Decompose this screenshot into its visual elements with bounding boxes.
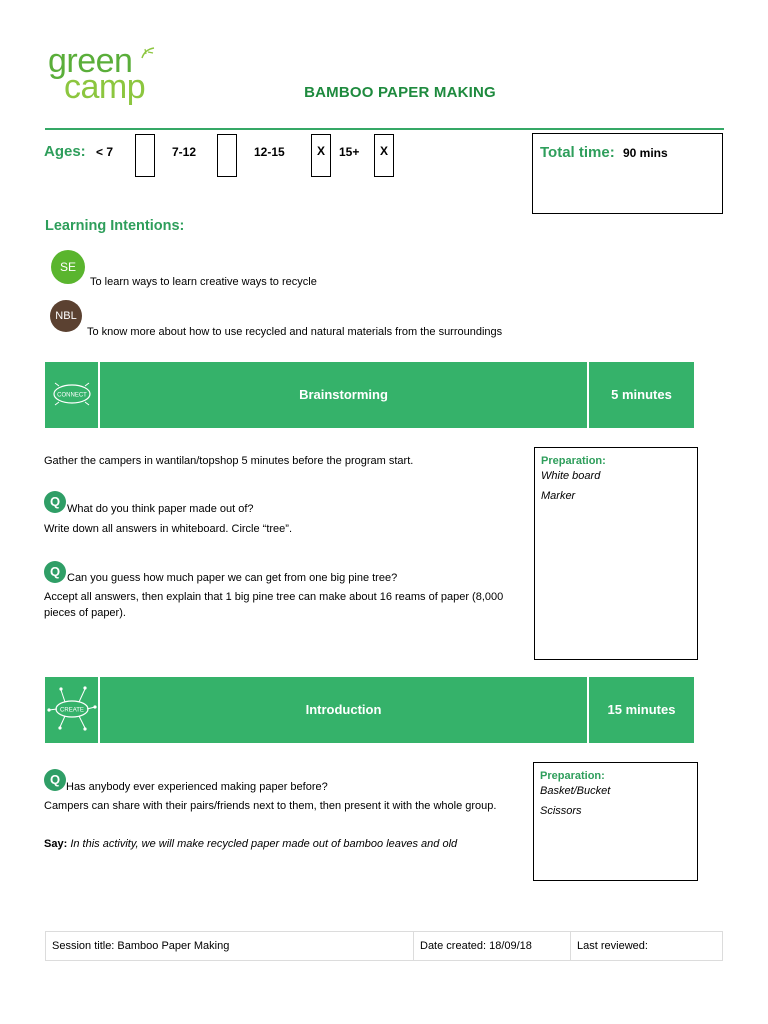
connect-icon	[45, 362, 98, 428]
page-title: BAMBOO PAPER MAKING	[304, 84, 496, 101]
logo-line-1: green	[48, 42, 133, 80]
age-label-12-15: 12-15	[254, 145, 285, 159]
footer-session-title: Session title: Bamboo Paper Making	[46, 932, 414, 960]
section-name-brainstorming: Brainstorming	[299, 387, 388, 402]
footer-last-reviewed: Last reviewed:	[577, 940, 648, 952]
footer-table	[45, 931, 723, 961]
leaf-icon	[140, 46, 156, 60]
question-icon: Q	[44, 769, 66, 791]
create-icon	[45, 677, 98, 743]
question-icon: Q	[44, 561, 66, 583]
preparation-box-introduction	[533, 762, 698, 881]
learning-intention-1: To learn ways to learn creative ways to recycle	[90, 276, 317, 288]
total-time-label: Total time:	[540, 144, 615, 161]
say-label: Say:	[44, 838, 68, 850]
section-header-introduction	[45, 677, 694, 743]
preparation-item: Marker	[541, 490, 576, 502]
section-icon-cell	[45, 677, 100, 743]
learning-intention-2: To know more about how to use recycled and natural materials from the surroundings	[87, 326, 503, 338]
preparation-box-brainstorming	[534, 447, 698, 660]
preparation-heading: Preparation:	[540, 770, 605, 782]
question-2-followup-line-2: pieces of paper).	[44, 607, 126, 619]
svg-text:CREATE: CREATE	[60, 707, 84, 714]
svg-text:CONNECT: CONNECT	[57, 392, 87, 399]
ages-label: Ages:	[44, 143, 86, 160]
green-camp-logo	[48, 44, 168, 106]
preparation-item: Basket/Bucket	[540, 785, 611, 797]
question-2-followup-line-1: Accept all answers, then explain that 1 big pine tree can make about 16 reams of paper (8,000	[44, 591, 504, 603]
question-3: Has anybody ever experienced making paper before?	[66, 781, 328, 793]
footer-date-created: Date created: 18/09/18	[414, 932, 571, 960]
preparation-item: White board	[541, 470, 601, 482]
se-badge: SE	[51, 250, 85, 284]
preparation-heading: Preparation:	[541, 455, 606, 467]
question-1-followup: Write down all answers in whiteboard. Circle “tree”.	[44, 523, 292, 535]
question-1: What do you think paper made out of?	[67, 503, 254, 515]
total-time-value: 90 mins	[623, 146, 668, 160]
brainstorming-intro: Gather the campers in wantilan/topshop 5 minutes before the program start.	[44, 455, 414, 467]
learning-intentions-title: Learning Intentions:	[45, 218, 185, 234]
section-header-brainstorming	[45, 362, 694, 428]
section-name-introduction: Introduction	[305, 702, 382, 717]
age-checkbox-under-7[interactable]	[135, 134, 155, 177]
question-icon: Q	[44, 491, 66, 513]
age-label-7-12: 7-12	[172, 145, 197, 159]
age-label-15-plus: 15+	[339, 145, 360, 159]
section-time-introduction: 15 minutes	[587, 677, 694, 743]
say-line	[44, 836, 457, 852]
title-divider	[45, 128, 724, 130]
preparation-item: Scissors	[540, 805, 582, 817]
total-time-box	[532, 133, 723, 214]
age-checkbox-7-12[interactable]	[217, 134, 237, 177]
logo-line-2: camp	[64, 68, 146, 106]
age-checkbox-12-15[interactable]: X	[311, 134, 331, 177]
section-icon-cell	[45, 362, 100, 428]
section-time-brainstorming: 5 minutes	[587, 362, 694, 428]
nbl-badge: NBL	[50, 300, 82, 332]
age-label-under-7: < 7	[96, 145, 114, 159]
say-text: In this activity, we will make recycled paper made out of bamboo leaves and old	[70, 838, 458, 850]
age-checkbox-15-plus[interactable]: X	[374, 134, 394, 177]
question-3-followup: Campers can share with their pairs/friends next to them, then present it with the whole group.	[44, 800, 497, 812]
question-2: Can you guess how much paper we can get from one big pine tree?	[67, 572, 398, 584]
